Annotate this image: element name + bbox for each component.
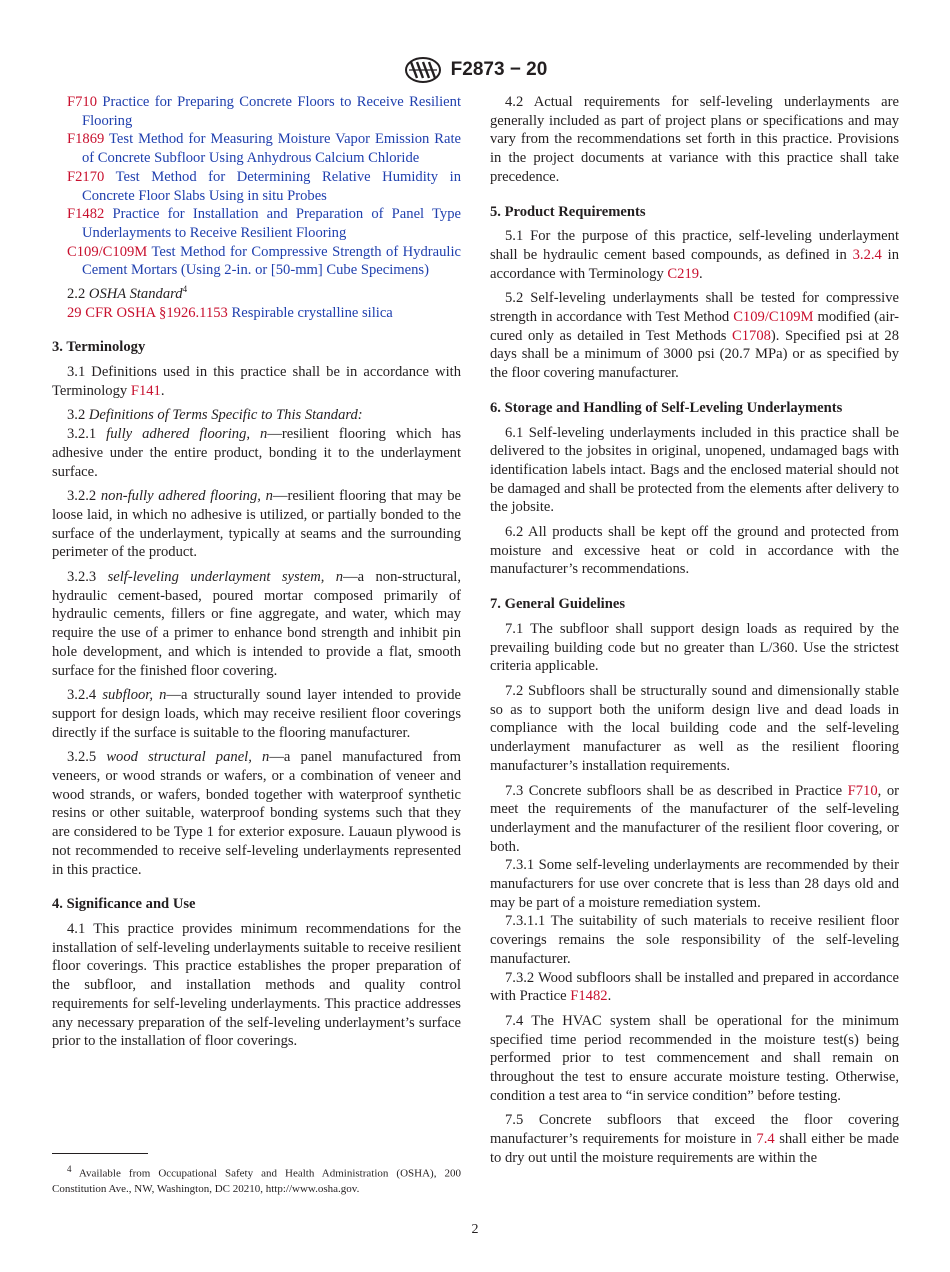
reference-code-link[interactable]: F2170 <box>67 168 105 185</box>
section-heading-storage: 6. Storage and Handling of Self-Leveling Underlayments <box>490 399 843 416</box>
section-link[interactable]: 7.4 <box>756 1131 775 1148</box>
footnote: $^4$ Available from Occupational Safety and Health Administration (OSHA), 200 Constitution Ave., NW, Washington, DC 20210, http://www.osha.gov. <box>52 1164 461 1195</box>
reference-title-link[interactable]: Practice for Installation and Preparation of Panel Type Underlayments to Receive Resilient Flooring <box>82 206 461 241</box>
footnote-marker[interactable]: 4 <box>182 284 188 295</box>
terminology-link[interactable]: F141 <box>130 382 161 399</box>
paragraph-7-3-2: 7.3.2 Wood subfloors shall be installed and prepared in accordance with Practice F1482. <box>490 969 899 1005</box>
page-number: 2 <box>471 1222 479 1237</box>
paragraph-5-1: 5.1 For the purpose of this practice, self-leveling underlayment shall be hydraulic cement based compounds, as defined in 3.2.4 in accordance with Terminology C219. <box>490 228 900 282</box>
standard-designation: F2873 − 20 <box>450 59 548 80</box>
reference-item <box>52 93 461 130</box>
paragraph-7-3-1: 7.3.1 Some self-leveling underlayments are recommended by their manufacturers for use over concrete that is less than 28 days old and may be part of a moisture remediation system. <box>490 857 899 911</box>
test-method-link[interactable]: C109/C109M <box>733 309 814 326</box>
reference-item <box>52 304 461 323</box>
reference-title-link[interactable]: Test Method for Determining Relative Humidity in Concrete Floor Slabs Using in situ Probes <box>82 168 461 204</box>
osha-standard-heading: 2.2 OSHA Standard$^4$ <box>67 284 188 302</box>
paragraph-6-2: 6.2 All products shall be kept off the ground and protected from moisture and excessive heat or cold in accordance with the manufacturer’s recommendations. <box>490 524 899 578</box>
paragraph-4-1: 4.1 This practice provides minimum recommendations for the installation of self-leveling underlayments suitable to receive resilient floor coverings. This practice establishes the proper preparation of the subfloor, and installation methods and quality control requirements for self-leveling underlayments. This practice addresses any necessary preparation of the self-leveling underlayment’s surface prior to the installation of floor coverings. <box>52 920 461 1050</box>
test-method-link[interactable]: C1708 <box>732 327 771 344</box>
paragraph-7-2: 7.2 Subfloors shall be structurally sound and dimensionally stable so as to support both the uniform design live and dead loads in compliance with the local building code and the self-leveling underlayment manufacturer as well as the resilient flooring manufacturer’s installation requirements. <box>490 682 899 774</box>
page-header <box>0 56 950 84</box>
definition-3-2-4: 3.2.4 subfloor, n—a structurally sound layer intended to provide support for design loads, which may receive resilient floor coverings directly if the surface is suitable to the flooring manufacturer. <box>52 687 461 741</box>
reference-code-link[interactable]: F1482 <box>67 206 105 223</box>
reference-title-link[interactable]: Respirable crystalline silica <box>231 304 393 321</box>
practice-link[interactable]: F1482 <box>570 988 608 1005</box>
paragraph-7-3: 7.3 Concrete subfloors shall be as described in Practice F710, or meet the requirements of the manufacturer of the self-leveling underlayment and the manufacturer of the resilient floor covering, or both. <box>490 782 899 855</box>
paragraph-3-2: 3.2 Definitions of Terms Specific to This Standard: <box>67 407 363 424</box>
paragraph-7-3-1-1: 7.3.1.1 The suitability of such materials to receive resilient floor coverings remains the sole responsibility of the self-leveling manufacturer. <box>490 913 899 967</box>
reference-item <box>52 168 461 205</box>
definition-3-2-5: 3.2.5 wood structural panel, n—a panel manufactured from veneers, or wood strands or wafers, or a combination of veneer and wood strands, or wafers, bonded together with waterproof synthetic resins or other suitable, waterproof bonding systems such that they are considered to be Type 1 for exterior exposure. Lauaun plywood is not recommended to receive self-leveling underlayments represented in this practice. <box>52 749 461 878</box>
section-link[interactable]: 3.2.4 <box>852 246 882 263</box>
reference-code-link[interactable]: F710 <box>67 94 98 110</box>
section-heading-product-requirements: 5. Product Requirements <box>490 203 646 220</box>
practice-link[interactable]: F710 <box>847 782 878 799</box>
astm-logo-icon <box>403 56 443 84</box>
paragraph-7-4: 7.4 The HVAC system shall be operational for the minimum specified time period recommended in the moisture test(s) being performed prior to test commencement and shall remain on throughout the test to ensure accurate moisture testing. Otherwise, condition a test area to “in service condition” before testing. <box>490 1012 899 1104</box>
reference-title-link[interactable]: Test Method for Compressive Strength of Hydraulic Cement Mortars (Using 2-in. or [50-mm] Cube Specimens) <box>82 243 461 279</box>
paragraph-7-5: 7.5 Concrete subfloors that exceed the floor covering manufacturer’s requirements for moisture in 7.4 shall either be made to dry out until the moisture requirements are within the <box>490 1112 899 1166</box>
definition-3-2-1: 3.2.1 fully adhered flooring, n—resilient flooring which has adhesive under the entire product, bonding it to the underlayment surface. <box>52 426 461 480</box>
section-heading-significance: 4. Significance and Use <box>52 896 196 913</box>
reference-item <box>52 243 461 280</box>
reference-code-link[interactable]: 29 CFR OSHA §1926.1153 <box>67 304 228 321</box>
paragraph-7-1: 7.1 The subfloor shall support design loads as required by the prevailing building code but no greater than L/360. Use the strictest criteria applicable. <box>490 620 899 675</box>
paragraph-5-2: 5.2 Self-leveling underlayments shall be tested for compressive strength in accordance with Test Method C109/C109M modified (air-cured only as detailed in Test Methods C1708). Specified psi at 28 days shall be a minimum of 3000 psi (20.7 MPa) or as specified by the floor covering manufacturer. <box>490 290 899 382</box>
section-heading-terminology: 3. Terminology <box>52 339 146 356</box>
reference-code-link[interactable]: C109/C109M <box>67 243 148 260</box>
reference-title-link[interactable]: Practice for Preparing Concrete Floors to Receive Resilient Flooring <box>82 94 462 129</box>
right-column <box>490 93 899 1174</box>
paragraph-6-1: 6.1 Self-leveling underlayments included in this practice shall be delivered to the jobsites in original, unopened, undamaged bags with identification labels intact. Bags and the enclosed material should not be damaged and shall be protected from the elements after delivery to the jobsite. <box>490 424 899 516</box>
reference-item <box>52 130 461 167</box>
reference-title-link[interactable]: Test Method for Measuring Moisture Vapor Emission Rate of Concrete Subfloor Using Anhydrous Calcium Chloride <box>82 131 461 167</box>
reference-code-link[interactable]: F1869 <box>67 131 105 148</box>
footnote-divider <box>52 1153 148 1154</box>
definition-3-2-2: 3.2.2 non-fully adhered flooring, n—resilient flooring that may be loose laid, in which no adhesive is utilized, or partially bonded to the surface of the underlayment, typically at seams and the surrounding perimeter of the product. <box>52 488 462 561</box>
paragraph-4-2: 4.2 Actual requirements for self-leveling underlayments are generally included as part of project plans or specifications and may vary from the recommendations set forth in this practice. Provisions in the project documents at variance with this practice shall take precedence. <box>490 94 899 185</box>
left-column <box>52 93 461 1057</box>
paragraph-3-1: 3.1 Definitions used in this practice shall be in accordance with Terminology F141. <box>52 364 461 399</box>
reference-item <box>52 205 461 242</box>
terminology-link[interactable]: C219 <box>667 265 700 282</box>
definition-3-2-3: 3.2.3 self-leveling underlayment system, n—a non-structural, hydraulic cement-based, poured mortar composed primarily of hydraulic cements, fillers or fine aggregate, and water, which may require the use of a primer to enhance bond strength and inhibit pin hole development, and which is intended to provide a flat, smooth surface for the finished floor covering. <box>52 569 462 679</box>
section-heading-general-guidelines: 7. General Guidelines <box>490 596 625 613</box>
